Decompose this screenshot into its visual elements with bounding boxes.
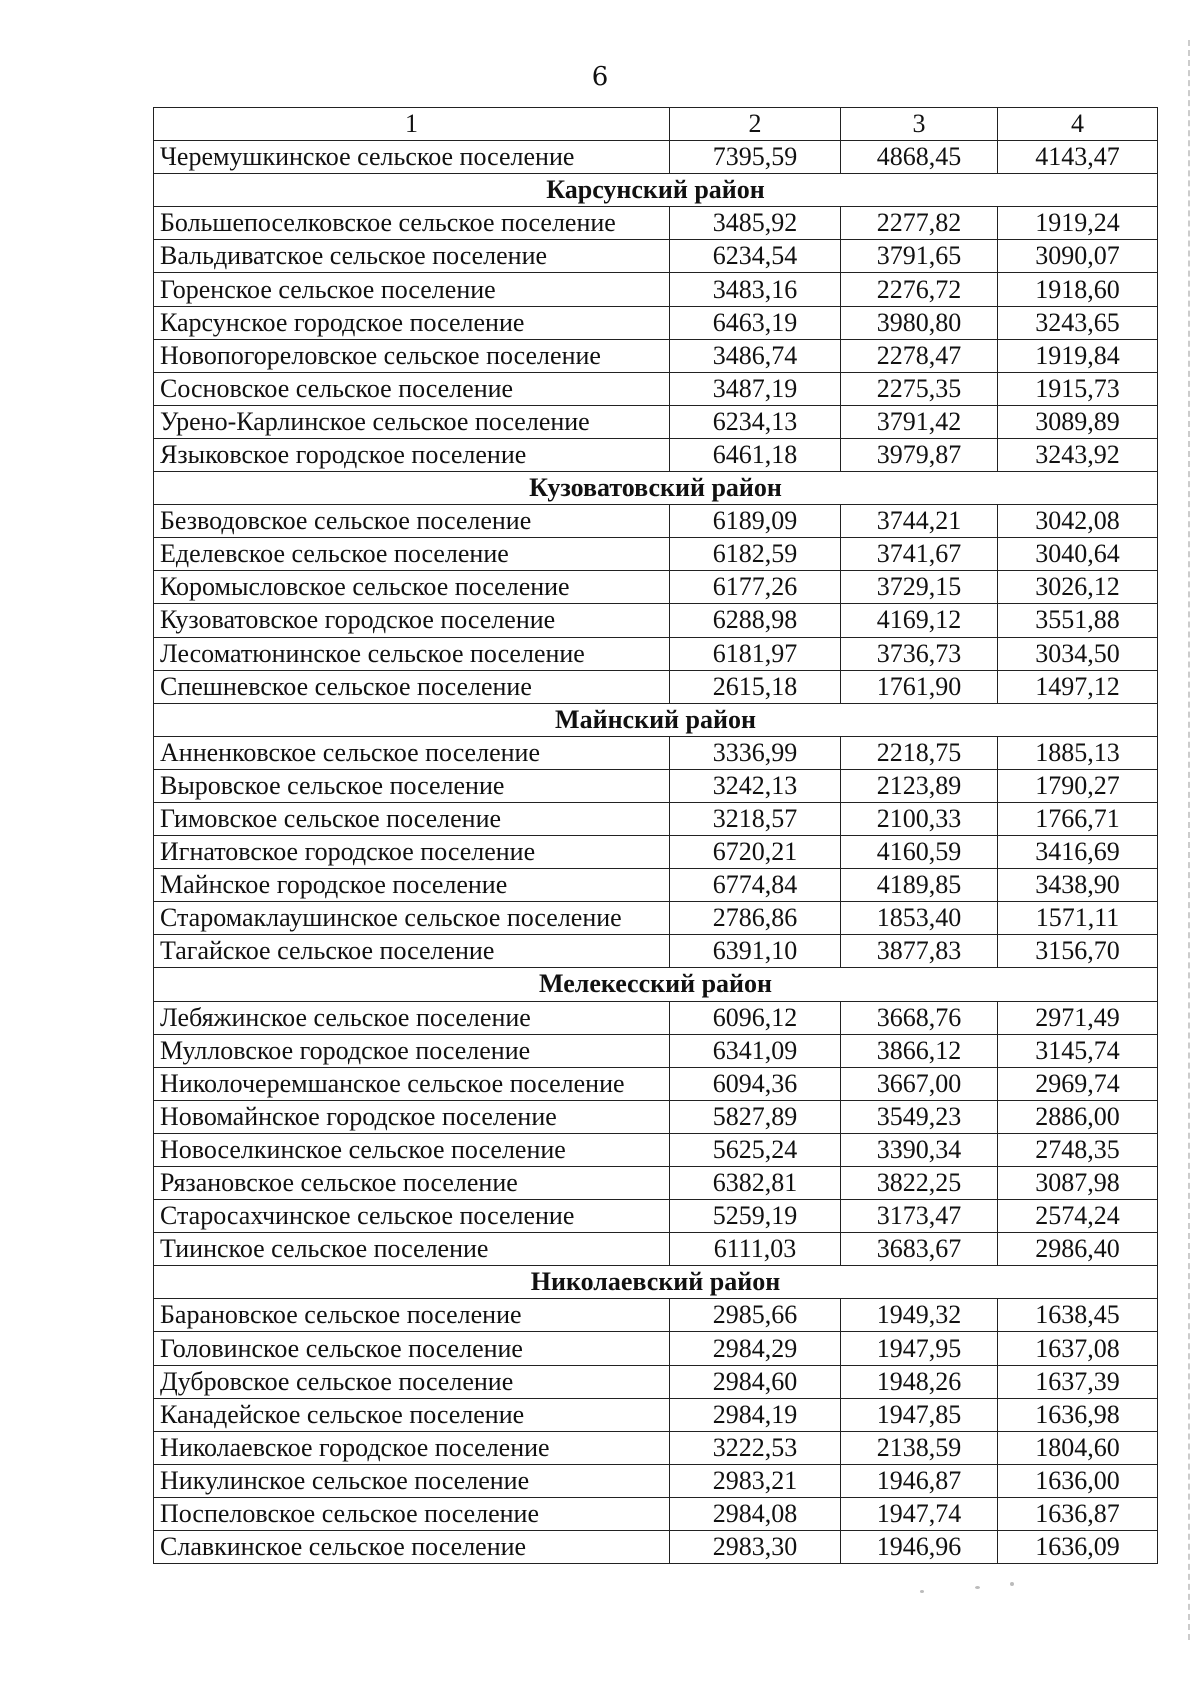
value-col-3: 3668,76: [841, 1001, 998, 1034]
table-row: [154, 670, 1158, 703]
value-col-2: 6463,19: [670, 306, 841, 339]
district-title: Николаевский район: [154, 1266, 1158, 1299]
value-col-4: 3026,12: [998, 571, 1158, 604]
value-col-4: 3416,69: [998, 836, 1158, 869]
value-col-3: 3683,67: [841, 1233, 998, 1266]
table-row: [154, 1133, 1158, 1166]
settlement-name: Славкинское сельское поселение: [154, 1531, 670, 1564]
settlement-name: Большепоселковское сельское поселение: [154, 207, 670, 240]
value-col-2: 6177,26: [670, 571, 841, 604]
value-col-4: 1919,84: [998, 339, 1158, 372]
value-col-4: 3040,64: [998, 538, 1158, 571]
district-title: Карсунский район: [154, 174, 1158, 207]
value-col-4: 2886,00: [998, 1100, 1158, 1133]
value-col-2: 5259,19: [670, 1200, 841, 1233]
value-col-3: 2276,72: [841, 273, 998, 306]
table-row: [154, 637, 1158, 670]
value-col-2: 6094,36: [670, 1067, 841, 1100]
table-row: [154, 1398, 1158, 1431]
value-col-2: 6720,21: [670, 836, 841, 869]
value-col-3: 1947,85: [841, 1398, 998, 1431]
table-row: [154, 505, 1158, 538]
settlement-name: Лесоматюнинское сельское поселение: [154, 637, 670, 670]
value-col-3: 4169,12: [841, 604, 998, 637]
settlement-name: Николочеремшанское сельское поселение: [154, 1067, 670, 1100]
table-row: [154, 604, 1158, 637]
value-col-3: 3866,12: [841, 1034, 998, 1067]
value-col-3: 2138,59: [841, 1431, 998, 1464]
value-col-2: 6234,13: [670, 405, 841, 438]
value-col-2: 3485,92: [670, 207, 841, 240]
value-col-2: 6189,09: [670, 505, 841, 538]
table-row: [154, 935, 1158, 968]
value-col-4: 3034,50: [998, 637, 1158, 670]
scan-edge-line: [1188, 40, 1190, 1640]
value-col-2: 5827,89: [670, 1100, 841, 1133]
value-col-3: 3822,25: [841, 1167, 998, 1200]
value-col-2: 6461,18: [670, 438, 841, 471]
table-row: [154, 1200, 1158, 1233]
settlement-name: Барановское сельское поселение: [154, 1299, 670, 1332]
value-col-2: 2985,66: [670, 1299, 841, 1332]
value-col-4: 1636,87: [998, 1497, 1158, 1530]
table-body: [154, 141, 1158, 1564]
value-col-3: 1761,90: [841, 670, 998, 703]
table-row: [154, 306, 1158, 339]
value-col-2: 2786,86: [670, 902, 841, 935]
value-col-3: 2100,33: [841, 802, 998, 835]
value-col-4: 1638,45: [998, 1299, 1158, 1332]
value-col-3: 1948,26: [841, 1365, 998, 1398]
value-col-2: 6382,81: [670, 1167, 841, 1200]
value-col-2: 7395,59: [670, 141, 841, 174]
settlement-name: Мулловское городское поселение: [154, 1034, 670, 1067]
value-col-2: 6096,12: [670, 1001, 841, 1034]
scan-speck: [1010, 1582, 1014, 1586]
settlement-name: Выровское сельское поселение: [154, 769, 670, 802]
table-row: [154, 438, 1158, 471]
table-row: [154, 1531, 1158, 1564]
table-row: [154, 372, 1158, 405]
settlement-name: Урено-Карлинское сельское поселение: [154, 405, 670, 438]
value-col-4: 3551,88: [998, 604, 1158, 637]
value-col-4: 1636,00: [998, 1464, 1158, 1497]
settlement-name: Анненковское сельское поселение: [154, 736, 670, 769]
district-row: [154, 472, 1158, 505]
settlement-name: Майнское городское поселение: [154, 869, 670, 902]
settlement-name: Языковское городское поселение: [154, 438, 670, 471]
district-row: [154, 174, 1158, 207]
value-col-4: 1637,39: [998, 1365, 1158, 1398]
value-col-4: 1790,27: [998, 769, 1158, 802]
table-row: [154, 240, 1158, 273]
value-col-3: 3667,00: [841, 1067, 998, 1100]
settlement-name: Поспеловское сельское поселение: [154, 1497, 670, 1530]
value-col-3: 1947,74: [841, 1497, 998, 1530]
table-row: [154, 1299, 1158, 1332]
value-col-4: 4143,47: [998, 141, 1158, 174]
column-header: 2: [670, 108, 841, 141]
column-header: 4: [998, 108, 1158, 141]
settlement-name: Коромысловское сельское поселение: [154, 571, 670, 604]
value-col-3: 4189,85: [841, 869, 998, 902]
table-row: [154, 769, 1158, 802]
settlement-name: Спешневское сельское поселение: [154, 670, 670, 703]
settlement-name: Рязановское сельское поселение: [154, 1167, 670, 1200]
value-col-3: 3877,83: [841, 935, 998, 968]
value-col-4: 1915,73: [998, 372, 1158, 405]
value-col-4: 3243,92: [998, 438, 1158, 471]
settlement-name: Кузоватовское городское поселение: [154, 604, 670, 637]
value-col-4: 1804,60: [998, 1431, 1158, 1464]
settlement-name: Тагайское сельское поселение: [154, 935, 670, 968]
value-col-3: 3744,21: [841, 505, 998, 538]
table-row: [154, 1332, 1158, 1365]
settlement-name: Лебяжинское сельское поселение: [154, 1001, 670, 1034]
value-col-2: 6111,03: [670, 1233, 841, 1266]
value-col-4: 3089,89: [998, 405, 1158, 438]
table-row: [154, 405, 1158, 438]
value-col-4: 1636,09: [998, 1531, 1158, 1564]
value-col-4: 1885,13: [998, 736, 1158, 769]
value-col-2: 6234,54: [670, 240, 841, 273]
table-row: [154, 1167, 1158, 1200]
value-col-4: 2971,49: [998, 1001, 1158, 1034]
settlement-name: Вальдиватское сельское поселение: [154, 240, 670, 273]
table-row: [154, 1365, 1158, 1398]
value-col-3: 4160,59: [841, 836, 998, 869]
column-header: 3: [841, 108, 998, 141]
settlement-name: Старосахчинское сельское поселение: [154, 1200, 670, 1233]
table-row: [154, 1431, 1158, 1464]
value-col-2: 6774,84: [670, 869, 841, 902]
value-col-2: 3483,16: [670, 273, 841, 306]
value-col-4: 3156,70: [998, 935, 1158, 968]
value-col-4: 2969,74: [998, 1067, 1158, 1100]
settlement-name: Тиинское сельское поселение: [154, 1233, 670, 1266]
value-col-4: 3087,98: [998, 1167, 1158, 1200]
table-row: [154, 1100, 1158, 1133]
value-col-3: 3980,80: [841, 306, 998, 339]
value-col-2: 2984,29: [670, 1332, 841, 1365]
settlement-name: Старомаклаушинское сельское поселение: [154, 902, 670, 935]
settlement-name: Горенское сельское поселение: [154, 273, 670, 306]
value-col-4: 2748,35: [998, 1133, 1158, 1166]
table-row: [154, 1034, 1158, 1067]
value-col-4: 2986,40: [998, 1233, 1158, 1266]
value-col-2: 6341,09: [670, 1034, 841, 1067]
value-col-4: 3090,07: [998, 240, 1158, 273]
value-col-2: 2983,21: [670, 1464, 841, 1497]
district-title: Кузоватовский район: [154, 472, 1158, 505]
value-col-2: 3486,74: [670, 339, 841, 372]
data-table: [153, 107, 1158, 1564]
value-col-4: 1919,24: [998, 207, 1158, 240]
value-col-4: 2574,24: [998, 1200, 1158, 1233]
value-col-2: 3487,19: [670, 372, 841, 405]
settlement-name: Черемушкинское сельское поселение: [154, 141, 670, 174]
district-row: [154, 1266, 1158, 1299]
table-row: [154, 1464, 1158, 1497]
column-header: 1: [154, 108, 670, 141]
settlement-name: Гимовское сельское поселение: [154, 802, 670, 835]
table-row: [154, 802, 1158, 835]
value-col-2: 2983,30: [670, 1531, 841, 1564]
value-col-3: 3729,15: [841, 571, 998, 604]
table-row: [154, 207, 1158, 240]
value-col-2: 3336,99: [670, 736, 841, 769]
value-col-2: 2615,18: [670, 670, 841, 703]
value-col-4: 3145,74: [998, 1034, 1158, 1067]
settlement-name: Игнатовское городское поселение: [154, 836, 670, 869]
value-col-4: 1497,12: [998, 670, 1158, 703]
district-title: Мелекесский район: [154, 968, 1158, 1001]
table-row: [154, 1001, 1158, 1034]
value-col-4: 1637,08: [998, 1332, 1158, 1365]
settlement-name: Сосновское сельское поселение: [154, 372, 670, 405]
table-row: [154, 869, 1158, 902]
value-col-4: 1918,60: [998, 273, 1158, 306]
table-row: [154, 1497, 1158, 1530]
table-row: [154, 1067, 1158, 1100]
value-col-3: 4868,45: [841, 141, 998, 174]
settlement-name: Еделевское сельское поселение: [154, 538, 670, 571]
value-col-4: 1766,71: [998, 802, 1158, 835]
scan-speck: [920, 1590, 924, 1593]
value-col-3: 2278,47: [841, 339, 998, 372]
value-col-2: 2984,19: [670, 1398, 841, 1431]
value-col-3: 1946,96: [841, 1531, 998, 1564]
value-col-3: 3736,73: [841, 637, 998, 670]
value-col-3: 3791,65: [841, 240, 998, 273]
table-row: [154, 1233, 1158, 1266]
district-title: Майнский район: [154, 703, 1158, 736]
value-col-2: 3222,53: [670, 1431, 841, 1464]
value-col-2: 6288,98: [670, 604, 841, 637]
value-col-3: 1853,40: [841, 902, 998, 935]
value-col-2: 2984,60: [670, 1365, 841, 1398]
settlement-name: Головинское сельское поселение: [154, 1332, 670, 1365]
table-row: [154, 902, 1158, 935]
value-col-2: 6391,10: [670, 935, 841, 968]
scan-speck: [975, 1586, 980, 1589]
settlement-name: Дубровское сельское поселение: [154, 1365, 670, 1398]
value-col-4: 1636,98: [998, 1398, 1158, 1431]
table-row: [154, 141, 1158, 174]
value-col-4: 3042,08: [998, 505, 1158, 538]
settlement-name: Новоселкинское сельское поселение: [154, 1133, 670, 1166]
value-col-3: 3791,42: [841, 405, 998, 438]
value-col-3: 1949,32: [841, 1299, 998, 1332]
value-col-3: 1947,95: [841, 1332, 998, 1365]
page-number: 6: [591, 62, 609, 92]
value-col-3: 2123,89: [841, 769, 998, 802]
value-col-3: 2277,82: [841, 207, 998, 240]
table-row: [154, 736, 1158, 769]
value-col-2: 3218,57: [670, 802, 841, 835]
table-row: [154, 538, 1158, 571]
value-col-3: 2218,75: [841, 736, 998, 769]
table-row: [154, 571, 1158, 604]
value-col-2: 6181,97: [670, 637, 841, 670]
value-col-3: 3741,67: [841, 538, 998, 571]
settlement-name: Карсунское городское поселение: [154, 306, 670, 339]
value-col-3: 3549,23: [841, 1100, 998, 1133]
value-col-3: 3979,87: [841, 438, 998, 471]
value-col-4: 3438,90: [998, 869, 1158, 902]
table-row: [154, 836, 1158, 869]
header-row: [154, 108, 1158, 141]
settlement-name: Никулинское сельское поселение: [154, 1464, 670, 1497]
value-col-2: 3242,13: [670, 769, 841, 802]
table-row: [154, 339, 1158, 372]
settlement-name: Новомайнское городское поселение: [154, 1100, 670, 1133]
settlement-name: Канадейское сельское поселение: [154, 1398, 670, 1431]
value-col-4: 3243,65: [998, 306, 1158, 339]
value-col-3: 3390,34: [841, 1133, 998, 1166]
value-col-3: 1946,87: [841, 1464, 998, 1497]
value-col-3: 2275,35: [841, 372, 998, 405]
settlement-name: Безводовское сельское поселение: [154, 505, 670, 538]
district-row: [154, 968, 1158, 1001]
value-col-2: 6182,59: [670, 538, 841, 571]
table-row: [154, 273, 1158, 306]
value-col-3: 3173,47: [841, 1200, 998, 1233]
value-col-4: 1571,11: [998, 902, 1158, 935]
district-row: [154, 703, 1158, 736]
settlement-name: Николаевское городское поселение: [154, 1431, 670, 1464]
value-col-2: 5625,24: [670, 1133, 841, 1166]
settlement-name: Новопогореловское сельское поселение: [154, 339, 670, 372]
value-col-2: 2984,08: [670, 1497, 841, 1530]
